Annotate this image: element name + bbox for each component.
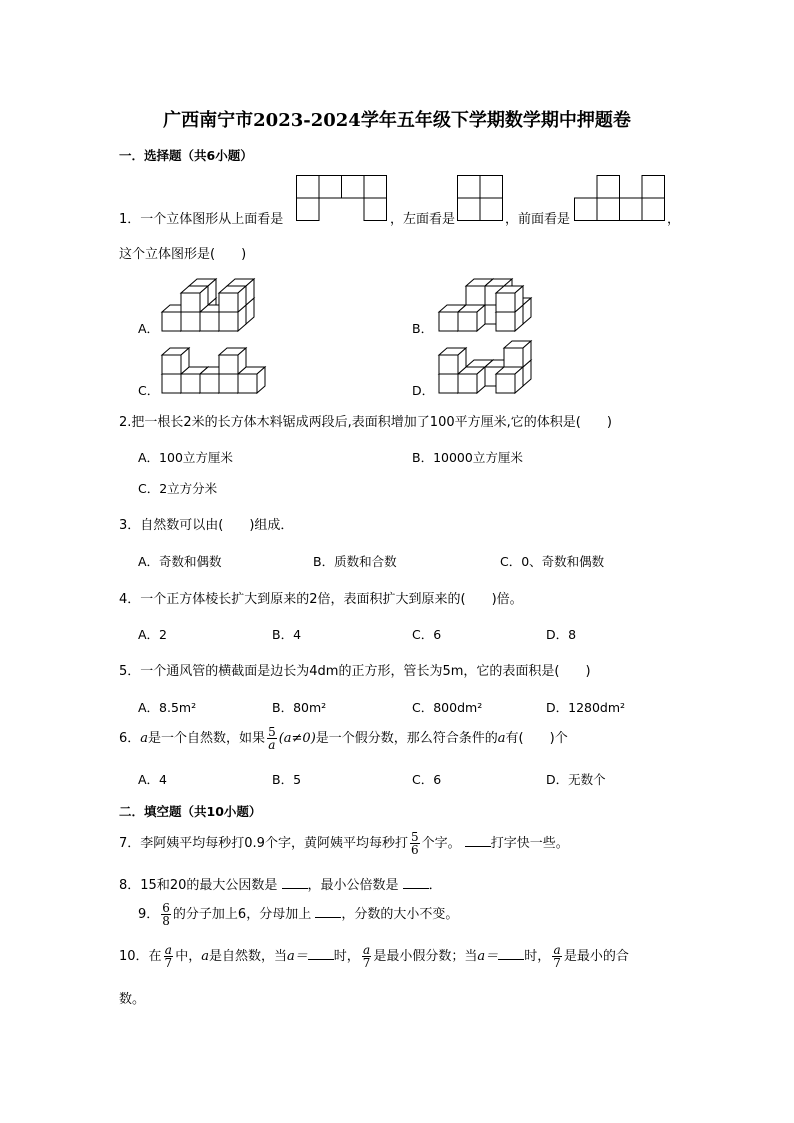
option-2-a: A．100立方厘米: [138, 450, 233, 465]
option-1-a-label: A．: [138, 321, 160, 336]
option-4-a: A．2: [138, 627, 168, 642]
cube: [219, 348, 246, 374]
section-heading-fill-in: 二．填空题（共10小题）: [119, 804, 262, 819]
question-5-text: 5．一个通风管的横截面是边长为4dm的正方形，管长为5m，它的表面积是( ): [119, 664, 591, 679]
option-1-c-label: C．: [138, 383, 160, 398]
option-2-b: B．10000立方厘米: [412, 450, 523, 465]
fraction-a-over-7: $\frac{a}{7}$: [164, 943, 173, 970]
answer-blank[interactable]: [308, 949, 334, 960]
option-4-d: D．8: [546, 627, 577, 642]
variable-a: a: [140, 731, 149, 746]
question-4-text: 4．一个正方体棱长扩大到原来的2倍，表面积扩大到原来的( )倍。: [119, 592, 523, 607]
question-1-part-2: ，左面看是: [390, 212, 456, 227]
cube: [162, 348, 189, 374]
question-7-text: 7．李阿姨平均每秒打0.9个字，黄阿姨平均每秒打 $\frac{5}{6}$ 个字。 打字快一些。: [119, 830, 569, 857]
option-b-figure: [437, 273, 547, 333]
option-6-a: A．4: [138, 772, 168, 787]
answer-blank[interactable]: [315, 907, 341, 918]
option-4-b: B．4: [272, 627, 302, 642]
question-1-part-4: ，: [667, 212, 681, 227]
option-3-a: A．奇数和偶数: [138, 554, 222, 569]
cube: [439, 348, 466, 374]
option-3-c: C．0、奇数和偶数: [500, 554, 605, 569]
option-c-figure: [160, 337, 270, 395]
question-1-part-1: 1．一个立体图形从上面看是: [119, 212, 284, 227]
answer-blank[interactable]: [403, 878, 429, 889]
option-5-d: D．1280dm²: [546, 700, 626, 715]
question-8-text: 8．15和20的最大公因数是 ，最小公倍数是 ．: [119, 878, 442, 893]
option-6-d: D．无数个: [546, 772, 606, 787]
fraction-6-over-8: $\frac{6}{8}$: [162, 901, 170, 928]
option-5-c: C．800dm²: [412, 700, 483, 715]
option-2-c: C．2立方分米: [138, 481, 218, 496]
fraction-5-over-6: $\frac{5}{6}$: [410, 830, 419, 857]
option-a-figure: [160, 273, 270, 333]
cube: [496, 286, 523, 312]
answer-blank[interactable]: [498, 949, 524, 960]
question-2-text: 2.把一根长2米的长方体木料锯成两段后,表面积增加了100平方厘米,它的体积是( ): [119, 415, 612, 430]
option-1-b-label: B．: [412, 321, 434, 336]
question-3-text: 3．自然数可以由( )组成．: [119, 518, 294, 533]
cube: [496, 367, 523, 393]
fraction-5-over-a: $\frac{5}{a}$: [268, 725, 276, 752]
top-view-figure: [296, 175, 388, 221]
page-title: 广西南宁市2023-2024学年五年级下学期数学期中押题卷: [163, 110, 631, 131]
question-9-text: 9． $\frac{6}{8}$ 的分子加上6，分母加上 ，分数的大小不变。: [138, 901, 459, 928]
front-view-figure: [574, 175, 666, 221]
option-6-b: B．5: [272, 772, 302, 787]
question-1-part-3: ，前面看是: [505, 212, 571, 227]
cube: [504, 341, 531, 367]
answer-blank[interactable]: [282, 878, 308, 889]
option-d-figure: [437, 337, 547, 395]
cube: [181, 286, 208, 312]
left-view-figure: [457, 175, 503, 221]
fraction-a-over-7: $\frac{a}{7}$: [362, 943, 371, 970]
cube: [458, 305, 485, 331]
question-10-line-2: 数。: [119, 992, 146, 1007]
option-4-c: C．6: [412, 627, 442, 642]
option-1-d-label: D．: [412, 383, 435, 398]
option-5-a: A．8.5m²: [138, 700, 197, 715]
option-5-b: B．80m²: [272, 700, 327, 715]
answer-blank[interactable]: [465, 836, 491, 847]
option-6-c: C．6: [412, 772, 442, 787]
question-1-line-2: 这个立体图形是( ): [119, 247, 247, 262]
question-6-text: 6．a是一个自然数，如果 $\frac{5}{a}$ (a≠0)是一个假分数，那么符合条件的a有( )个: [119, 725, 568, 752]
section-heading-choice: 一．选择题（共6小题）: [119, 148, 253, 163]
option-3-b: B．质数和合数: [313, 554, 397, 569]
cube: [219, 286, 246, 312]
question-10-text: 10．在 $\frac{a}{7}$ 中，a是自然数，当a＝ 时， $\frac{a}{7}$ 是最小假分数；当a＝ 时， $\frac{a}{7}$ 是最小的合: [119, 943, 629, 970]
fraction-a-over-7: $\frac{a}{7}$: [553, 943, 561, 970]
